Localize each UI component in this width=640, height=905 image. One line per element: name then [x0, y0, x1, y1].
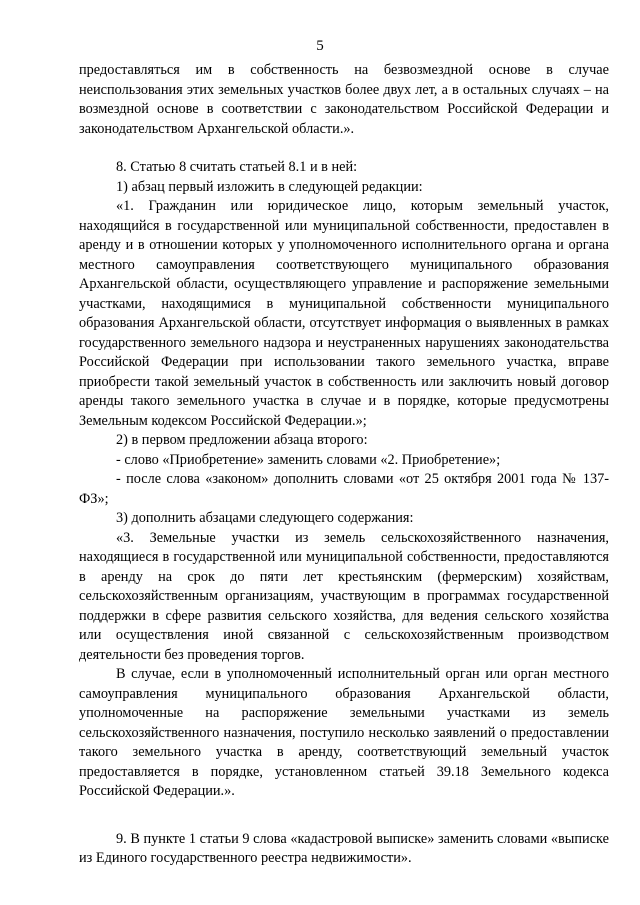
paragraph-subitem-3: 3) дополнить абзацами следующего содержания:	[116, 510, 414, 526]
paragraph-quote-3: «3. Земельные участки из земель сельскохозяйственного назначения, находящиеся в государственной или муниципальной собственности, предоставляются в аренду на срок до пяти лет крестьянским (фермерским) хозяйствам, сельскохозяйственным организациям, участвующим в программах государственной поддержки в сфере развития сельского хозяйства, для ведения сельского хозяйства или осуществления иной связанной с сельскохозяйственным производством деятельности без проведения торгов.	[79, 529, 609, 663]
paragraph-dash-2: - после слова «законом» дополнить словами «от 25 октября 2001 года № 137-ФЗ»;	[79, 471, 609, 507]
paragraph-dash-1: - слово «Приобретение» заменить словами «2. Приобретение»;	[116, 451, 501, 468]
paragraph-subitem-2: 2) в первом предложении абзаца второго:	[116, 432, 368, 448]
paragraph-quote-1: «1. Гражданин или юридическое лицо, которым земельный участок, находящийся в государственной или муниципальной собственности, предоставлен в аренду и в отношении которых у уполномоченного исполнительного органа и органа местного самоуправления соответствующего муниципального образования Архангельской области, осуществляющего управление и распоряжение земельными участками, находящимися в муниципальной собственности муниципального образования Архангельской области, отсутствует информация о выявленных в рамках государственного земельного надзора и неустраненных нарушениях законодательства Российской Федерации при использовании такого земельного участка, вправе приобрести такой земельный участок в собственность или заключить новый договор аренды такого земельного участка в случае и в порядке, которые предусмотрены Земельным кодексом Российской Федерации.»;	[79, 198, 609, 429]
page-number: 5	[316, 38, 324, 54]
paragraph-subitem-1: 1) абзац первый изложить в следующей редакции:	[116, 178, 423, 195]
paragraph-case: В случае, если в уполномоченный исполнительный орган или орган местного самоуправления муниципального образования Архангельской области, уполномоченные на распоряжение земельными участками из земель сельскохозяйственного назначения, поступило несколько заявлений о предоставлении такого земельного участка в аренду, соответствующий земельный участок предоставляется в порядке, установленном статьей 39.18 Земельного кодекса Российской Федерации.».	[79, 666, 609, 799]
paragraph-item-8: 8. Статью 8 считать статьей 8.1 и в ней:	[116, 159, 358, 175]
paragraph-continuation: предоставляться им в собственность на безвозмездной основе в случае неиспользования этих земельных участков более двух лет, а в остальных случаях – на возмездной основе в соответствии с законодательством Российской Федерации и законодательством Архангельской области.».	[79, 62, 609, 137]
document-body	[79, 61, 609, 869]
paragraph-item-9: 9. В пункте 1 статьи 9 слова «кадастровой выписке» заменить словами «выписке из Единого государственного реестра недвижимости».	[79, 830, 609, 866]
